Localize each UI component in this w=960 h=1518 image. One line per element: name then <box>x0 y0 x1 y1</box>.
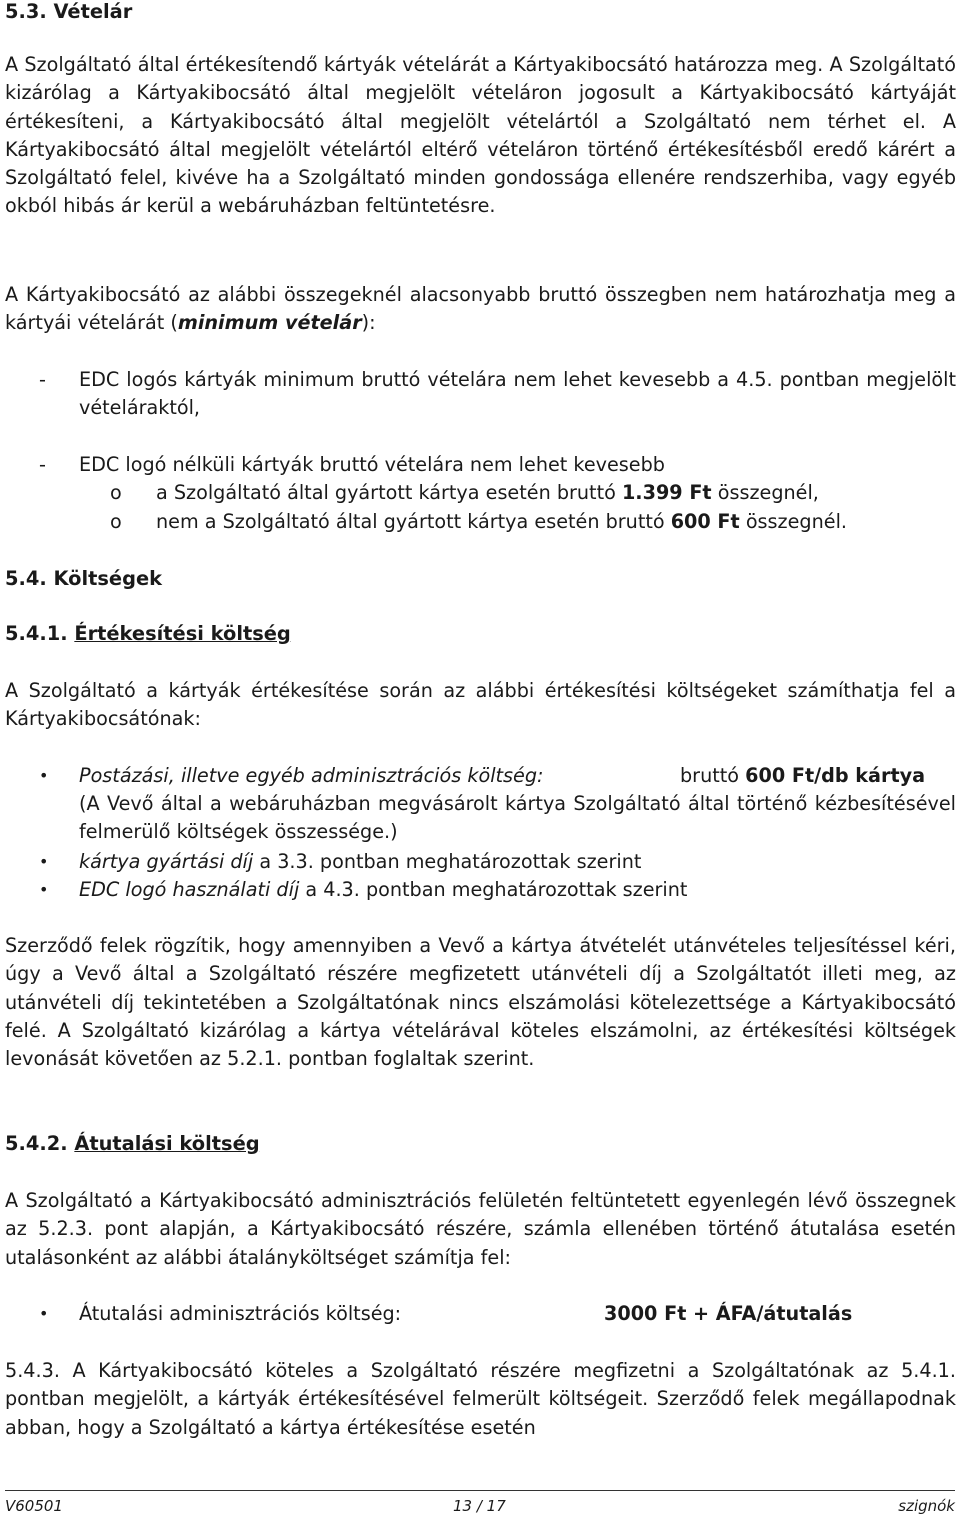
footer-signatures: szignók <box>898 1497 955 1515</box>
heading-title: Átutalási költség <box>74 1132 260 1155</box>
paragraph-vetelar: A Szolgáltató által értékesítendő kártyák vételárát a Kártyakibocsátó határozza meg. A Szolgáltató kizárólag a Kártyakibocsátó által megjelölt vételáron jogosult a Kártyakibocsátó kártyáját értékesíteni, a Kártyakibocsátó által megjelölt vételártól a Szolgáltató nem térhet el. A Kártyakibocsátó által megjelölt vételártól eltérő vételáron történő értékesítésből eredő kárért a Szolgáltató felel, kivéve ha a Szolgáltató minden gondossága ellenére rendszerhiba, vagy egyéb okból hibás ár kerül a webáruházban feltüntetésre. <box>5 53 956 218</box>
bullet-marker: • <box>39 766 49 785</box>
cost-label: Átutalási adminisztrációs költség: <box>79 1302 402 1325</box>
section-heading-5-3: 5.3. Vételár <box>5 0 133 23</box>
amount-600: 600 Ft <box>670 510 740 533</box>
sub-item-1 <box>156 479 819 507</box>
subsection-heading-5-4-2 <box>5 1130 260 1158</box>
emphasis-minimum-vetelar: minimum vételár <box>177 311 362 335</box>
text-run: összegnél, <box>711 481 819 504</box>
dash-marker: - <box>39 368 46 391</box>
cost-value <box>680 762 925 790</box>
sub-item-2 <box>156 508 847 536</box>
page-footer <box>5 1490 955 1515</box>
bullet-marker: • <box>39 1304 49 1323</box>
section-heading-5-4: 5.4. Költségek <box>5 567 163 590</box>
sub-bullet-marker: o <box>110 510 122 533</box>
bullet-list-koltsegek <box>5 762 956 902</box>
cost-label: Postázási, illetve egyéb adminisztrációs költség: <box>79 764 544 787</box>
bullet-atutalasi <box>5 1300 956 1330</box>
italic-term: EDC logó használati díj <box>79 878 300 901</box>
text-run: A Kártyakibocsátó az alábbi összegeknél alacsonyabb bruttó összegben nem határozhatja meg a kártyái vételárát ( <box>5 283 956 335</box>
paragraph-utanvet: Szerződő felek rögzítik, hogy amennyiben a Vevő a kártya átvételét utánvételes teljesítéssel kéri, úgy a Vevő által a Szolgáltató részére megfizetett utánvételi díj a Szolgáltatót illeti meg, az utánvételi díj tekintetében a Szolgáltatónak nincs elszámolási kötelezettsége a Kártyakibocsátó felé. A Szolgáltató kizárólag a kártya vételárával köteles elszámolni, az értékesítési költségek levonását követően az 5.2.1. pontban foglaltak szerint. <box>5 934 956 1071</box>
cost-amount: 600 Ft/db kártya <box>745 764 926 787</box>
bullet-postazasi <box>79 762 956 790</box>
text-run: ): <box>361 311 376 335</box>
dash-item-text: EDC logó nélküli kártyák bruttó vételára nem lehet kevesebb <box>79 453 665 476</box>
text-run: a 4.3. pontban meghatározottak szerint <box>299 878 688 901</box>
bullet-marker: • <box>39 880 49 899</box>
bullet-edc-logo-dij <box>79 876 956 904</box>
sub-bullet-marker: o <box>110 481 122 504</box>
paragraph-atutalasi-koltseg: A Szolgáltató a Kártyakibocsátó adminisztrációs felületén feltüntetett egyenlegén lévő összegnek az 5.2.3. pont alapján, a Kártyakibocsátó részére, számla ellenében történő átutalása esetén utalásonként az alábbi átalányköltséget számítja fel: <box>5 1189 956 1269</box>
dash-item-text: EDC logós kártyák minimum bruttó vételára nem lehet kevesebb a 4.5. pontban megjelölt vételáraktól, <box>79 368 956 420</box>
dash-item-1 <box>5 366 956 426</box>
paragraph-ertekesitesi-koltseg: A Szolgáltató a kártyák értékesítése során az alábbi értékesítési költségeket számíthatja fel a Kártyakibocsátónak: <box>5 679 956 731</box>
italic-term: kártya gyártási díj <box>79 850 254 873</box>
amount-1399: 1.399 Ft <box>621 481 712 504</box>
paragraph-minimum-vetelar <box>5 281 956 338</box>
bullet-postazasi-note: (A Vevő által a webáruházban megvásárolt kártya Szolgáltató által történő kézbesítésével felmerülő költségek összessége.) <box>79 792 956 844</box>
text-run: a 3.3. pontban meghatározottak szerint <box>253 850 642 873</box>
text-run: a Szolgáltató által gyártott kártya esetén bruttó <box>156 481 622 504</box>
subsection-heading-5-4-1 <box>5 620 291 648</box>
paragraph-5-4-3: 5.4.3. A Kártyakibocsátó köteles a Szolgáltató részére megfizetni a Szolgáltatónak az 5.4.1. pontban megjelölt, a kártyák értékesítésével felmerült költségeit. Szerződő felek megállapodnak abban, hogy a Szolgáltató a kártya értékesítése esetén <box>5 1359 956 1439</box>
bullet-gyartasi-dij <box>79 848 956 876</box>
footer-page-number: 13 / 17 <box>453 1497 506 1515</box>
dash-item-2 <box>5 451 956 541</box>
bullet-marker: • <box>39 852 49 871</box>
heading-number: 5.4.1. <box>5 622 75 645</box>
text-run: összegnél. <box>739 510 848 533</box>
text-run: bruttó <box>680 764 746 787</box>
dash-marker: - <box>39 453 46 476</box>
heading-number: 5.4.2. <box>5 1132 75 1155</box>
heading-title: Értékesítési költség <box>74 622 291 645</box>
cost-amount: 3000 Ft + ÁFA/átutalás <box>604 1302 853 1325</box>
text-run: nem a Szolgáltató által gyártott kártya esetén bruttó <box>156 510 671 533</box>
footer-doc-id: V60501 <box>5 1497 63 1515</box>
